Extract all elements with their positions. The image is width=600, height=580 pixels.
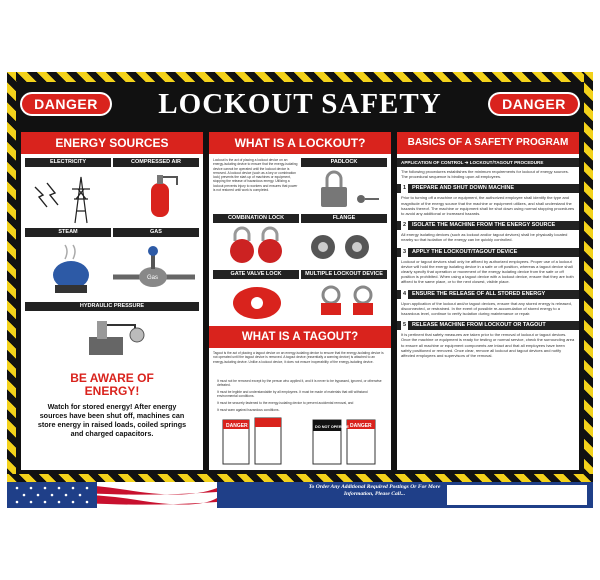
step-text: Lockout or tagout devices shall only be affixed by authorized employees. Proper use of a lockout device will hold the energy isolating device in a safe or off position, whereas a tagout device shall clearly specify that operation or movement of the energy isolating device from the safe or off position is prohibited. When using a tagout device with a lockout device, ensure that they are both affixed to the same place, or to the next closest, visible place. (401, 258, 574, 285)
tagout-bullet: It must be legible and understandable by all employees. It must be made of materials that will withstand environmental conditions. (217, 390, 368, 399)
step-1 (397, 184, 579, 218)
order-info-text: To Order Any Additional Required Postings Or For More Information, Please Call... (308, 484, 441, 497)
power-tower-icon (72, 177, 90, 223)
tag-icon (255, 418, 281, 464)
step-4 (397, 290, 579, 319)
label-hydraulic-pressure: HYDRAULIC PRESSURE (25, 302, 199, 311)
danger-badge-right: DANGER (488, 92, 580, 116)
lightning-icon (35, 183, 58, 207)
step-number: 3 (402, 248, 407, 255)
multiple-lockout-device-icon (321, 287, 373, 315)
hazard-stripe-right (584, 72, 593, 508)
tags-illustration (213, 416, 387, 468)
tagout-bullet: It must not be removed except by the person who applied it, and it is never to be bypassed, ignored, or otherwise defeated. (217, 379, 382, 388)
poster-title: LOCKOUT SAFETY (158, 88, 442, 120)
step-title: PREPARE AND SHUT DOWN MACHINE (412, 185, 515, 192)
label-gate-valve-lock: GATE VALVE LOCK (213, 270, 299, 279)
lock-row-3-illustration (213, 281, 387, 323)
padlock-icon (321, 172, 347, 207)
energy-row-2-illustration (25, 239, 199, 299)
key-icon (357, 195, 379, 203)
label-multiple-lockout-device: MULTIPLE LOCKOUT DEVICE (301, 270, 387, 279)
gate-valve-lock-icon (233, 287, 281, 319)
step-number: 1 (402, 185, 407, 192)
step-text: Prior to turning off a machine or equipment, the authorized employee shall identify the type and magnitude of the energy source that the machine or equipment utilizes, and shall understand the hazards thereof. The machine or equipment shall be shut down using normal stopping procedures to avoid any additional or increased hazards. (401, 195, 575, 217)
label-padlock: PADLOCK (301, 158, 387, 167)
lockout-heading: WHAT IS A LOCKOUT? (209, 132, 391, 154)
energy-sources-panel (21, 132, 203, 470)
tag-label: DANGER (226, 423, 248, 429)
step-2 (397, 221, 579, 244)
step-title: ENSURE THE RELEASE OF ALL STORED ENERGY (412, 290, 546, 297)
step-number: 4 (402, 290, 407, 297)
step-title: ISOLATE THE MACHINE FROM THE ENERGY SOURCE (412, 222, 556, 229)
padlock-illustration (301, 169, 387, 211)
tag-label: DANGER (350, 423, 372, 429)
american-flag-graphic (7, 482, 217, 508)
tagout-heading: WHAT IS A TAGOUT? (209, 326, 391, 348)
lockout-panel (209, 132, 391, 470)
aware-text: Watch for stored energy! After energy sources have been shut off, machines can store energy in raised loads, coiled springs and charged capacitors. (37, 402, 187, 438)
lock-row-2-illustration (213, 225, 387, 267)
step-3 (397, 248, 579, 287)
step-text: Upon application of the lockout and/or tagout devices, ensure that any stored energy is released, disconnected, or restrained. In the event of possible re-accumulation of stored energy to a hazardous level, continue to verify isolation during maintenance or repair. (401, 300, 572, 317)
label-steam: STEAM (25, 228, 111, 237)
step-text: It is pertinent that safety measures are taken prior to the removal of lockout or tagout devices. Once the machine or equipment is ready for testing or normal service, check the surrounding area to ensure all machine or equipment components are intact and that all employees have been safely positioned or removed. Once clear, remove all lockout and tagout devices and notify affected employees and supervisors of the removal. (401, 332, 575, 359)
step-number: 2 (402, 222, 407, 229)
step-5 (397, 321, 579, 360)
label-flange: FLANGE (301, 214, 387, 223)
step-text: All energy isolating devices (such as lockout and/or tagout devices) shall be physically located nearby so that isolation of the energy can be quickly controlled. (401, 232, 568, 243)
lockout-intro: Lockout is the act of placing a lockout device on an energy-isolating device to ensure that the energy-isolating device cannot be operated until the lockout device is removed. A lockout device (such as a key or combination lock) prevents the start-up of machines or equipment, stopping the release of hazardous energy. Utilizing a lockout prevents injury to workers and ensures that power is not restored until work is completed. (213, 158, 298, 193)
air-tank-icon (151, 175, 177, 217)
flange-icon (311, 235, 369, 259)
contact-info-box (447, 485, 587, 505)
program-intro: The following procedures establishes the minimum requirements for lockout of energy sources. The procedural sequence is binding upon all employees. (401, 169, 569, 180)
title-bar (16, 82, 584, 126)
step-number: 5 (402, 322, 407, 329)
poster (7, 72, 593, 508)
combination-lock-icon (230, 228, 282, 263)
energy-row-1-illustration (25, 169, 199, 225)
hazard-stripe-top (7, 72, 593, 82)
tagout-bullet: It must be securely fastened to the energy-isolating device to prevent accidental removal, and (217, 401, 354, 405)
step-title: RELEASE MACHINE FROM LOCKOUT OR TAGOUT (412, 322, 546, 329)
safety-program-heading: BASICS OF A SAFETY PROGRAM (397, 132, 579, 154)
hydraulic-illustration (25, 313, 199, 363)
gas-pipe-label: Gas (147, 275, 159, 281)
footer-bar (7, 482, 593, 508)
kettle-icon (53, 245, 89, 293)
tagout-bullet: It must warn against hazardous conditions. (217, 408, 280, 412)
hazard-stripe-left (7, 72, 16, 508)
procedure-bar: APPLICATION OF CONTROL ➔ LOCKOUT/TAGOUT PROCEDURE (397, 158, 579, 167)
label-compressed-air: COMPRESSED AIR (113, 158, 199, 167)
energy-sources-heading: ENERGY SOURCES (21, 132, 203, 154)
label-electricity: ELECTRICITY (25, 158, 111, 167)
step-title: APPLY THE LOCKOUT/TAGOUT DEVICE (412, 248, 518, 255)
aware-title: BE AWARE OF ENERGY! (70, 371, 154, 398)
danger-badge-left: DANGER (20, 92, 112, 116)
label-combination-lock: COMBINATION LOCK (213, 214, 299, 223)
hazard-stripe-bottom (7, 474, 593, 482)
label-gas: GAS (113, 228, 199, 237)
tag-label: DO NOT OPERATE (315, 425, 349, 429)
hydraulic-pump-icon (89, 321, 144, 355)
safety-program-panel (397, 132, 579, 470)
tagout-intro: Tagout is the act of placing a tagout device on an energy-isolating device to ensure that the energy-isolating device is not operated until the tagout device is removed. A tagout device (essentially a warning device) is attached to an energy-isolating device. Unlike a lockout device, it does not ensure inoperability of the energy-isolating device. (213, 351, 384, 364)
